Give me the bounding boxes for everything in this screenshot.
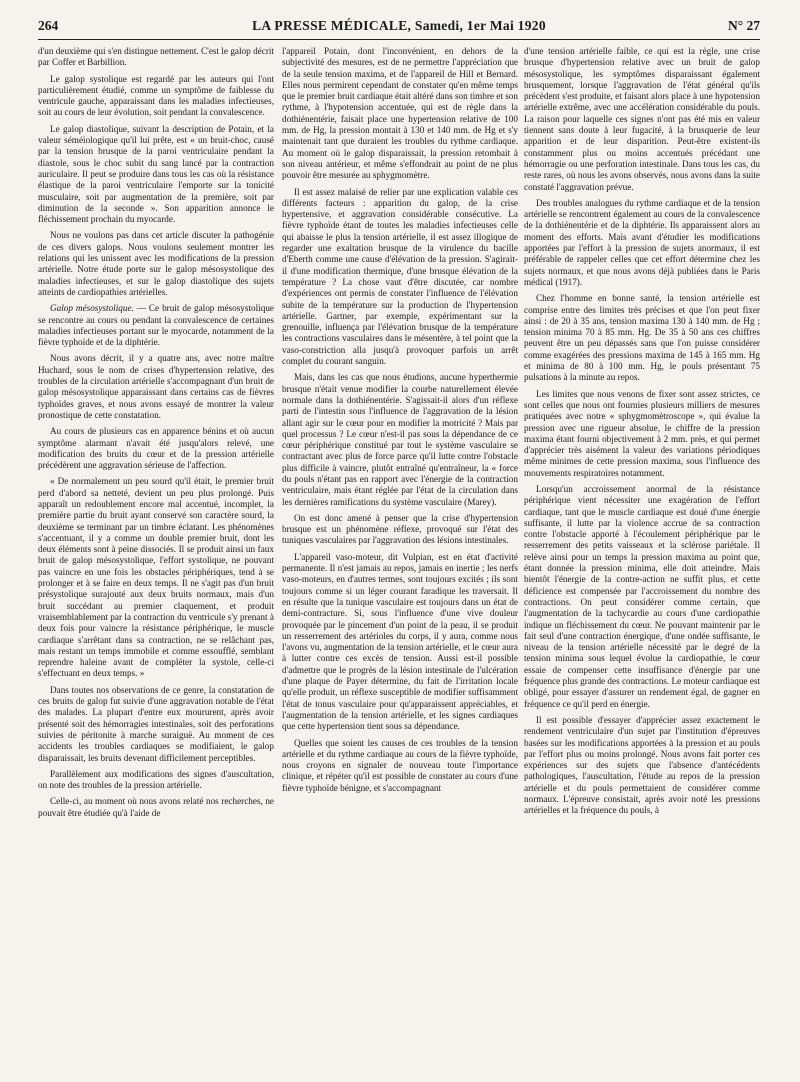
column-3	[524, 46, 760, 1074]
paragraph-text: « De normalement un peu sourd qu'il était, le premier bruit perd d'abord sa netteté, devient un peu plus prolongé. Puis apparaît un redoublement encore mal accentué, incomplet, la première partie du bruit ayant conservé son caractère sourd, la deuxième se terminant par un timbre éclatant. Les phénomènes s'accentuant, il y a comme un double premier bruit, dont les deux éléments sont à peine dissociés. Il se produit ainsi un faux bruit de galop mésosystolique, l'effort systolique, ne pouvant pas vaincre en une fois les obstacles périphériques, tend à se prolonger et à se faire en deux temps. Il ne s'agit pas d'un bruit présystolique surajouté aux deux bruits normaux, mais d'un bruit succédant au premier claquement, et produit vraisemblablement par la contraction du ventricule s'y prenant à deux fois pour vaincre la résistance périphérique, le muscle cardiaque s'arrêtant dans sa contraction, ne se relâchant pas, mais restant un temps immobile et comme essoufflé, semblant reprendre haleine avant de compléter la systole, celle-ci s'effectuant en deux temps. »	[38, 476, 274, 679]
paragraph-text: Dans toutes nos observations de ce genre, la constatation de ces bruits de galop fut suivie d'une aggravation notable de l'état des malades. La plupart d'entre eux moururent, après avoir présenté soit des hémorragies intestinales, soit des perforations suivies de péritonite à marche suraiguë. Au moment de ces accidents les troubles cardiaques se modifiaient, le galop disparaissait, les bruits devenant difficilement perceptibles.	[38, 684, 274, 763]
paragraph-text: Les limites que nous venons de fixer sont assez strictes, ce sont celles que nous ont fournies plusieurs milliers de mesures pratiquées avec notre « sphygmomètroscope », qui évalue la pression avec une rigueur absolue, le chiffre de la pression maxima étant fourni objectivement à 2 mm. près, et qui permet d'apprécier très aisément la valeur des variations périodiques même minimes de cette pression maxima, sous l'influence des mouvements respiratoires notamment.	[524, 388, 760, 478]
paragraph	[38, 124, 274, 226]
issue-number: N° 27	[727, 18, 760, 33]
paragraph-text: Nous avons décrit, il y a quatre ans, avec notre maître Huchard, sous le nom de crises d'hypertension relative, des troubles de la circulation artérielle s'accompagnant d'un bruit de galop mésosystolique apparaissant dans certains cas de fièvres typhoïdes graves, et nous avons essayé de montrer la valeur pronostique de cette constatation.	[38, 353, 274, 420]
paragraph	[282, 738, 518, 794]
paragraph-text: L'appareil vaso-moteur, dit Vulpian, est en état d'activité permanente. Il n'est jamais au repos, jamais en inertie ; les nerfs vaso-moteurs, en d'autres termes, sont toujours excités ; ils sont toujours comme si un léger courant faradique les traversait. Il en résulte que la tunique vasculaire est toujours dans un état de demi-contracture. Si, sous l'influence d'une vive douleur provoquée par le pincement d'un point de la peau, il se produit un resserrement des artérioles du corps, il y aura, comme nous l'avons vu, augmentation de la tension artérielle, et le cœur aura à lutter contre ces excès de tension. Aussi est-il possible d'admettre que le progrès de la lésion intestinale de l'ulcération d'une plaque de Payer détermine, du fait de l'irritation locale qu'elle produit, un réflexe susceptible de modifier suffisamment l'état de tonus vasculaire pour qu'apparaissent appréciables, et l'augmentation de la tension artérielle, et les signes cardiaques que cette hypertension tient sous sa dépendance.	[282, 551, 518, 732]
paragraph	[524, 46, 760, 193]
paragraph	[282, 46, 518, 182]
paragraph	[38, 353, 274, 421]
paragraph-text: Lorsqu'un accroissement anormal de la résistance périphérique vient nécessiter une exagération de l'effort cardiaque, tant que le muscle cardiaque est doué d'une énergie suffisante, il lutte par la violence accrue de sa contraction contre l'obstacle apporté à l'écoulement périphérique par le resserrement des petits vaisseaux et la sclérose pariétale. Il relève ainsi pour un temps la pression maxima au point que, étant donnée la pression minima, elle doit atteindre. Mais bientôt l'énergie de la contre-action ne suffit plus, et cette déficience est compensée par l'accroissement du nombre des contractions. On peut considérer comme certain, que l'augmentation de la tachycardie au cours d'une cardiopathie indique un fléchissement du cœur. Ne pouvant maintenir par le fait seul d'une contraction énergique, d'une ondée suffisante, le niveau de la tension artérielle nécessité par le degré de la tension minima sous lequel évolue la cardiopathie, le cœur essaie de compenser cette insuffisance d'énergie par une fréquence plus grande des contractions. Le moteur cardiaque est obligé, pour essayer d'assurer un rendement égal, de gagner en fréquence ce qu'il perd en énergie.	[524, 483, 760, 709]
paragraph-text: d'un deuxième qui s'en distingue nettement. C'est le galop décrit par Coffer et Barbillion.	[38, 46, 274, 68]
page-header	[38, 14, 760, 38]
paragraph	[524, 484, 760, 710]
journal-title: LA PRESSE MÉDICALE, Samedi, 1er Mai 1920	[252, 18, 546, 33]
paragraph-text: Parallèlement aux modifications des signes d'auscultation, on note des troubles de la pression artérielle.	[38, 768, 274, 791]
page-number: 264	[38, 18, 59, 33]
paragraph	[38, 230, 274, 298]
paragraph	[38, 769, 274, 792]
header-rule	[38, 39, 760, 40]
paragraph-text: — Ce bruit de galop mésosystolique se rencontre au cours ou pendant la convalescence de certaines maladies infectieuses portant sur le myocarde, notamment de la fièvre typhoïde et de la diphtérie.	[38, 303, 274, 348]
paragraph	[38, 685, 274, 764]
paragraph	[38, 426, 274, 471]
paragraph	[38, 303, 274, 348]
section-heading: Galop mésosystolique.	[50, 303, 134, 314]
paragraph	[38, 46, 274, 69]
paragraph	[38, 74, 274, 119]
paragraph-text: Quelles que soient les causes de ces troubles de la tension artérielle et du rythme cardiaque au cours de la fièvre typhoïde, nous croyons en signaler de nouveau toute l'importance clinique, et répéter qu'il est possible de constater au cours d'une fièvre typhoïde bénigne, et s'accompagnant	[282, 737, 518, 793]
paragraph-text: Il est possible d'essayer d'apprécier assez exactement le rendement ventriculaire d'un sujet par l'institution d'épreuves basées sur les modifications apportées à la pression et au pouls par l'effort plus ou moins prolongé. Nous avons fait porter ces expériences sur des sujets que l'absence d'antécédents pathologiques, l'auscultation, l'étude au repos de la pression artérielle et du pouls permettaient de considérer comme normaux. L'épreuve consistait, après avoir noté les pressions artérielles et la fréquence du pouls, à	[524, 714, 760, 816]
paragraph	[524, 198, 760, 288]
paragraph	[282, 552, 518, 733]
paragraph	[282, 187, 518, 368]
paragraph-text: Au cours de plusieurs cas en apparence bénins et où aucun symptôme alarmant n'avait été jusqu'alors relevé, une modification des bruits du cœur et de la pression artérielle précédèrent une aggravation sérieuse de l'affection.	[38, 426, 274, 471]
column-2	[282, 46, 518, 1074]
paragraph	[38, 796, 274, 819]
paragraph-text: Il est assez malaisé de relier par une explication valable ces différents facteurs : apparition du galop, de la crise hypertensive, et aggravation considérable consécutive. La fièvre typhoïde étant de toutes les maladies infectieuses celle qui abaisse le plus la tension artérielle, il est assez illogique de regarder une exaltation brusque de la virulence du bacille d'Eberth comme une cause d'élévation de la pression. S'agirait-il d'une modification thermique, d'une brusque élévation de la température ? La chose vaut d'être discutée, car nombre d'expériences ont permis de constater l'influence de l'élévation subite de la température sur la production de l'hypertension artérielle. Gartner, par exemple, expérimentant sur la grenouille, influença par l'élévation brusque de la température les contractions vasculaires dans le mésentère, à tel point que la vaso-constriction alla jusqu'à provoquer parfois un arrêt complet du courant sanguin.	[282, 186, 518, 367]
paragraph-text: Nous ne voulons pas dans cet article discuter la pathogénie de ces divers galops. Nous voulons seulement montrer les relations qui les unissent avec les modifications de la pression artérielle. Notre étude porte sur le galop mésosystolique des maladies infectieuses, et sur le galop diastolique des sujets atteints de cardiopathies artérielles.	[38, 230, 274, 297]
paragraph-text: Le galop diastolique, suivant la description de Potain, et la valeur séméiologique qu'il lui prête, est « un bruit-choc, causé par la tension brusque de la paroi ventriculaire pendant la diastole, sous le choc subit du sang lancé par la contraction auriculaire. Il peut se produire dans tous les cas où la résistance élastique de la paroi ventriculaire l'emporte sur la tonicité musculaire, soit par augmentation de la première, soit par diminution de la seconde ». Son apparition annonce le fléchissement prochain du myocarde.	[38, 123, 274, 225]
paragraph	[524, 715, 760, 817]
paragraph	[524, 389, 760, 479]
paragraph-text: l'appareil Potain, dont l'inconvénient, en dehors de la subjectivité des mesures, est de ne permettre l'appréciation que de la seule tension maxima, et de l'appareil de Hill et Bernard. Elles nous permirent cependant de constater qu'en même temps que le premier bruit cardiaque était altéré dans son timbre et son rythme, à l'hypotension accentuée, qui est de règle dans la dothiénentérie, faisait place une hypertension relative de 100 mm. de Hg, la pression montait à 130 et 140 mm. de Hg et s'y maintenait tant que duraient les troubles du rythme cardiaque. Au moment où le galop disparaissait, la pression retombait à son niveau antérieur, et même s'effondrait au point de ne plus pouvoir être mesurée au sphygmomètre.	[282, 46, 518, 181]
paragraph-text: Des troubles analogues du rythme cardiaque et de la tension artérielle se rencontrent également au cours de la convalescence de la dothiénentérie et de la diphtérie. Ils apparaissent alors au moment des efforts. Mais avant d'étudier les modifications apportées par l'effort à la pression de sujets anormaux, il est préférable de rappeler celles que cet effort détermine chez les sujets normaux, et que nous avons déjà publiées dans le Paris médical (1917).	[524, 197, 760, 287]
paragraph-text: On est donc amené à penser que la crise d'hypertension brusque est un phénomène réflexe, provoqué sur l'état des tuniques vasculaires par l'aggravation des lésions intestinales.	[282, 512, 518, 546]
paragraph	[38, 476, 274, 679]
paragraph-text: d'une tension artérielle faible, ce qui est la règle, une crise brusque d'hypertension relative avec un bruit de galop mésosystolique, les symptômes disparaissant également brusquement, lorsque l'aggravation de l'état général qu'ils précèdent s'est produite, et faisant alors place à une hypotension artérielle extrême, avec une accélération considérable du pouls. La raison pour laquelle ces signes n'ont pas été mis en valeur tiennent sans doute à leur fugacité, à la brusquerie de leur apparition et de leur disparition. Peut-être existent-ils constamment plus ou moins accentués précédant une hémorragie ou une perforation intestinale. Dans tous les cas, du reste rares, où nous les avons observés, nous avons dans la suite constaté l'aggravation prévue.	[524, 46, 760, 192]
paragraph-text: Le galop systolique est regardé par les auteurs qui l'ont particulièrement étudié, comme un symptôme de faiblesse du ventricule gauche, apparaissant dans les maladies infectieuses, soit au cours de leur évolution, soit pendant la convalescence.	[38, 73, 274, 118]
paragraph-text: Celle-ci, au moment où nous avons relaté nos recherches, ne pouvait être étudiée qu'à l'aide de	[38, 796, 274, 818]
paragraph-text: Chez l'homme en bonne santé, la tension artérielle est comprise entre des limites très précises et que l'on peut fixer ainsi : de 20 à 35 ans, tension maxima 130 à 140 mm. de Hg ; tension minima 70 à 85 mm. Hg. De 35 à 50 ans ces chiffres peuvent être un peu dépassés sans que l'on puisse considérer comme exagérées des pressions maxima de 145 à 165 mm. Hg et minima de 80 à 100 mm. Hg, le pouls présentant 75 pulsations à la minute au repos.	[524, 293, 760, 383]
column-1	[38, 46, 274, 1074]
paragraph	[282, 372, 518, 508]
paragraph	[282, 513, 518, 547]
paragraph-text: Mais, dans les cas que nous étudions, aucune hyperthermie brusque n'était venue modifier la courbe naturellement élevée normale dans la dothiénentérie. S'agissait-il alors d'un réflexe parti de l'intestin sous l'influence de l'aggravation de la lésion allant agir sur le cœur pour en modifier la motricité ? Mais par quel processus ? Le cœur n'est-il pas sous la dépendance de ce cœur périphérique constitué par tout le système vasculaire se contractant avec plus de force parce qu'il lutte contre l'obstacle plus difficile à vaincre, plutôt entraîné qu'entraîneur, la « force du pouls n'étant pas en rapport avec l'énergie de la contraction ventriculaire, mais étant réglée par l'état de la circulation dans les dernières ramifications du système vasculaire (Marey).	[282, 372, 518, 507]
paragraph	[524, 293, 760, 383]
